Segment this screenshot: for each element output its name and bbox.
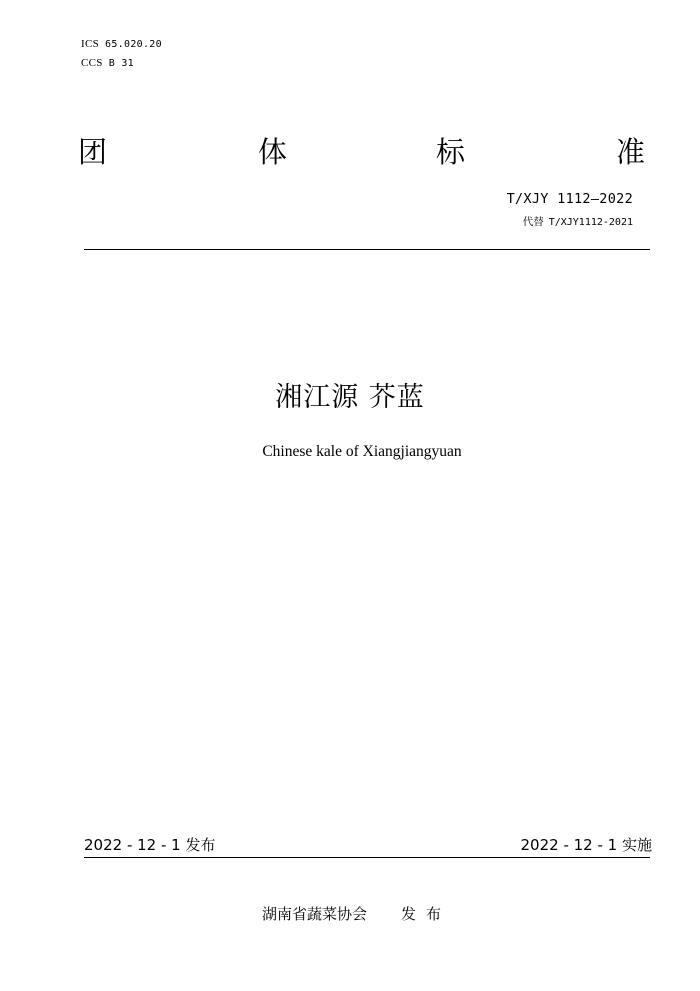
header-divider xyxy=(84,249,650,250)
replaces-label: 代替 xyxy=(522,216,544,228)
document-title-en: Chinese kale of Xiangjiangyuan xyxy=(262,443,462,460)
standard-number: T/XJY 1112—2022 xyxy=(506,191,633,207)
classification-codes xyxy=(81,35,162,73)
publisher-action: 发布 xyxy=(401,905,452,923)
publish-date: 2022 - 12 - 1 发布 xyxy=(84,836,216,854)
standard-type-char: 标 xyxy=(436,135,466,169)
ics-row xyxy=(81,35,162,54)
standard-type-heading xyxy=(78,134,646,174)
replaces-line xyxy=(523,214,633,229)
effective-date: 2022 - 12 - 1 实施 xyxy=(520,836,652,854)
footer-divider xyxy=(84,857,650,858)
ccs-row xyxy=(81,54,162,73)
ics-label: ICS xyxy=(81,38,100,50)
publisher-name: 湖南省蔬菜协会 xyxy=(262,905,368,923)
standard-type-char: 准 xyxy=(616,135,646,169)
ccs-label: CCS xyxy=(81,57,103,69)
replaced-standard-code: T/XJY1112-2021 xyxy=(548,217,633,228)
ccs-code: B 31 xyxy=(108,58,134,69)
standard-type-char: 团 xyxy=(78,135,108,169)
publisher-line xyxy=(262,904,451,924)
ics-code: 65.020.20 xyxy=(105,39,162,50)
standard-type-char: 体 xyxy=(258,135,288,169)
document-title-zh: 湘江源 芥蓝 xyxy=(275,382,425,413)
